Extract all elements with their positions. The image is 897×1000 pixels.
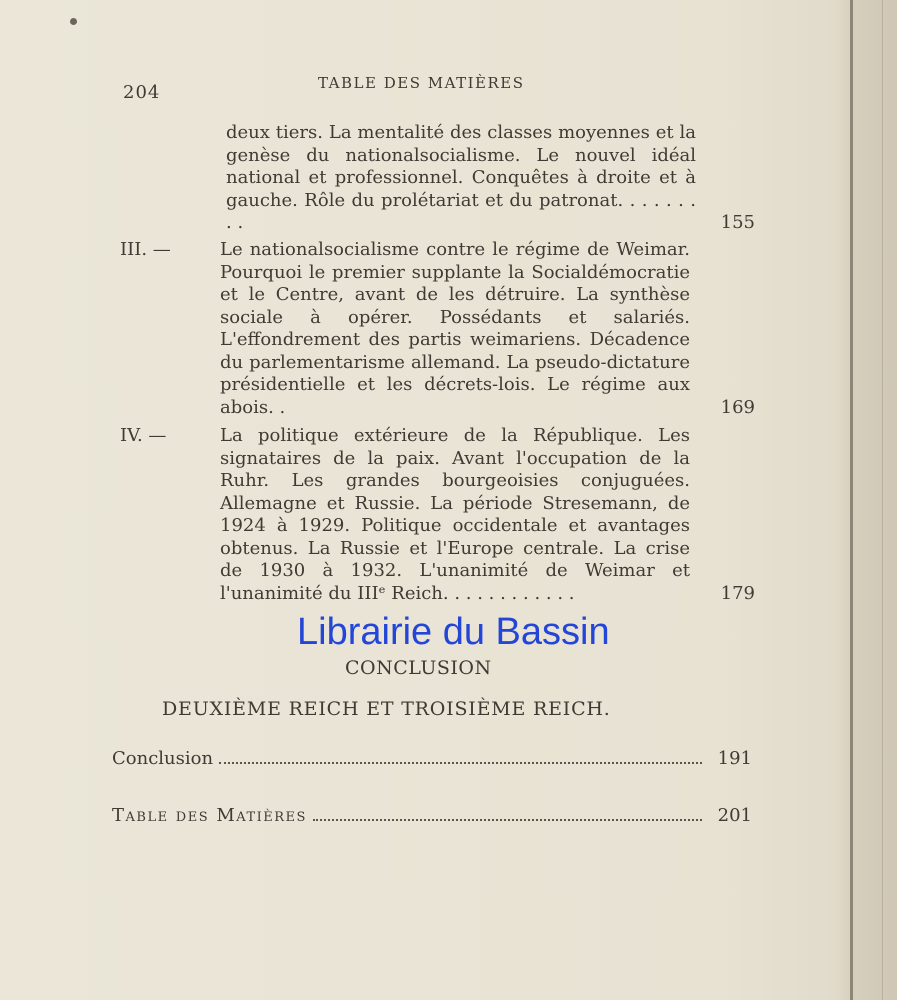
dot-leader <box>313 819 702 821</box>
toc-line-label: Conclusion <box>112 748 214 769</box>
section-heading: CONCLUSION <box>345 657 492 679</box>
ink-speck <box>70 18 77 25</box>
entry-text: La politique extérieure de la République. Les signataires de la paix. Avant l'occupation de la Ruhr. Les grandes bourgeoisies conjuguées. Allemagne et Russie. La période Stresemann, de 1924 à 1929. Politique occidentale et avantages obtenus. La Russie et l'Europe centrale. La crise de 1930 à 1932. L'unanimité de Weimar et l'unanimité du IIIᵉ Reich. . . . . . . . . . . . <box>220 425 690 604</box>
page-number: 204 <box>123 82 161 103</box>
toc-line-conclusion <box>112 748 752 769</box>
entry-text: deux tiers. La mentalité des classes moyennes et la genèse du nationalsocialisme. Le nouvel idéal national et professionnel. Conquêtes à droite et à gauche. Rôle du prolétariat et du patronat. . . . . . . . . <box>226 122 696 233</box>
page-edge-inner <box>882 0 883 1000</box>
dot-leader <box>219 762 702 764</box>
section-subtitle: DEUXIÈME REICH ET TROISIÈME REICH. <box>162 698 611 720</box>
entry-page: 169 <box>720 396 755 418</box>
entry-page: 179 <box>720 582 755 604</box>
page-edge <box>850 0 853 1000</box>
running-title: TABLE DES MATIÈRES <box>318 74 525 92</box>
entry-page: 155 <box>720 212 755 233</box>
toc-line-table <box>112 805 752 826</box>
toc-entry-continued <box>120 122 760 235</box>
toc-entry-iv <box>120 425 760 605</box>
watermark: Librairie du Bassin <box>297 611 610 653</box>
entry-numeral: IV. — <box>120 425 167 446</box>
toc-entry-iii <box>120 239 760 419</box>
toc-line-page: 191 <box>717 748 752 769</box>
toc-line-label: Table des Matières <box>112 805 307 826</box>
toc-line-page: 201 <box>717 805 752 826</box>
entry-text: Le nationalsocialisme contre le régime de Weimar. Pourquoi le premier supplante la Socialdémocratie et le Centre, avant de les détruire. La synthèse sociale à opérer. Possédants et salariés. L'effondrement des partis weimariens. Décadence du parlementarisme allemand. La pseudo-dictature présidentielle et les décrets-lois. Le régime aux abois. . <box>220 239 690 418</box>
entry-numeral: III. — <box>120 239 171 260</box>
